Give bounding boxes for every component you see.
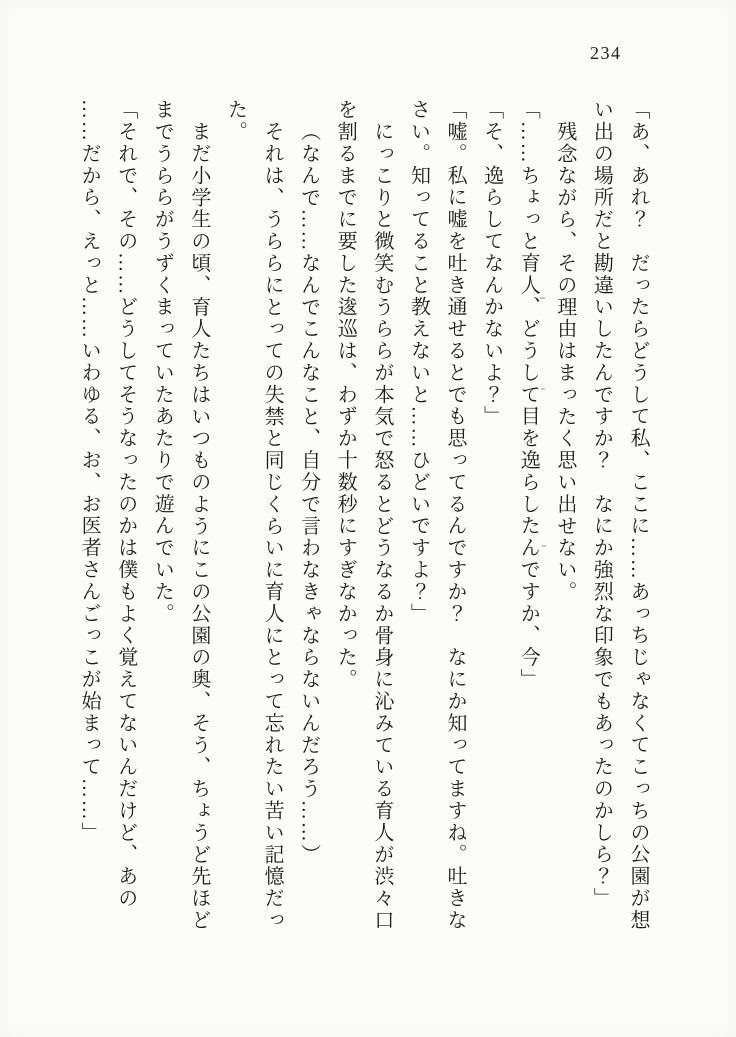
scan-artifact bbox=[540, 297, 545, 299]
text-column: 残念ながら、その理由はまったく思い出せない。 bbox=[553, 121, 576, 603]
scan-artifact bbox=[542, 545, 546, 547]
text-column: まだ小学生の頃、育人たちはいつものようにこの公園の奥、そう、ちょうど先ほど bbox=[187, 121, 210, 932]
text-column: （なんで……なんでこんなこと、自分で言わなきゃならないんだろう……） bbox=[297, 121, 320, 866]
text-block bbox=[71, 99, 657, 951]
text-column: 「あ、あれ？ だったらどうして私、ここに……あっちじゃなくてこっちの公園が想 bbox=[627, 99, 649, 932]
page-number: 234 bbox=[590, 43, 622, 63]
text-column: 「それで、その……どうしてそうなったのかは僕もよく覚えてないんだけど、あの bbox=[114, 99, 137, 910]
text-column: 「そ、逸らしてなんかないよ？」 bbox=[480, 99, 503, 428]
text-column: までうららがうずくまっていたあたりで遊んでいた。 bbox=[151, 99, 174, 625]
scan-artifact bbox=[541, 388, 545, 390]
text-column: ……だから、えっと……いわゆる、お、お医者さんごっこが始まって……」 bbox=[78, 99, 101, 844]
text-column: にっこりと微笑むうららが本気で怒るとどうなるか骨身に沁みている育人が渋々口 bbox=[370, 121, 393, 932]
text-column: さい。知ってること教えないと……ひどいですよ？」 bbox=[407, 99, 430, 625]
text-column: 「……ちょっと育人、どうして目を逸らしたんですか、今」 bbox=[517, 99, 540, 691]
text-column: た。 bbox=[224, 99, 247, 143]
text-column: を割るまでに要した逡巡は、わずか十数秒にすぎなかった。 bbox=[334, 99, 357, 691]
text-column: それは、うららにとっての失禁と同じくらいに育人にとって忘れたい苦い記憶だっ bbox=[261, 121, 284, 932]
text-column: 「嘘。私に嘘を吐き通せるとでも思ってるんですか？ なにか知ってますね。吐きな bbox=[444, 99, 467, 932]
text-column: い出の場所だと勘違いしたんですか？ なにか強烈な印象でもあったのかしら？」 bbox=[590, 99, 613, 910]
